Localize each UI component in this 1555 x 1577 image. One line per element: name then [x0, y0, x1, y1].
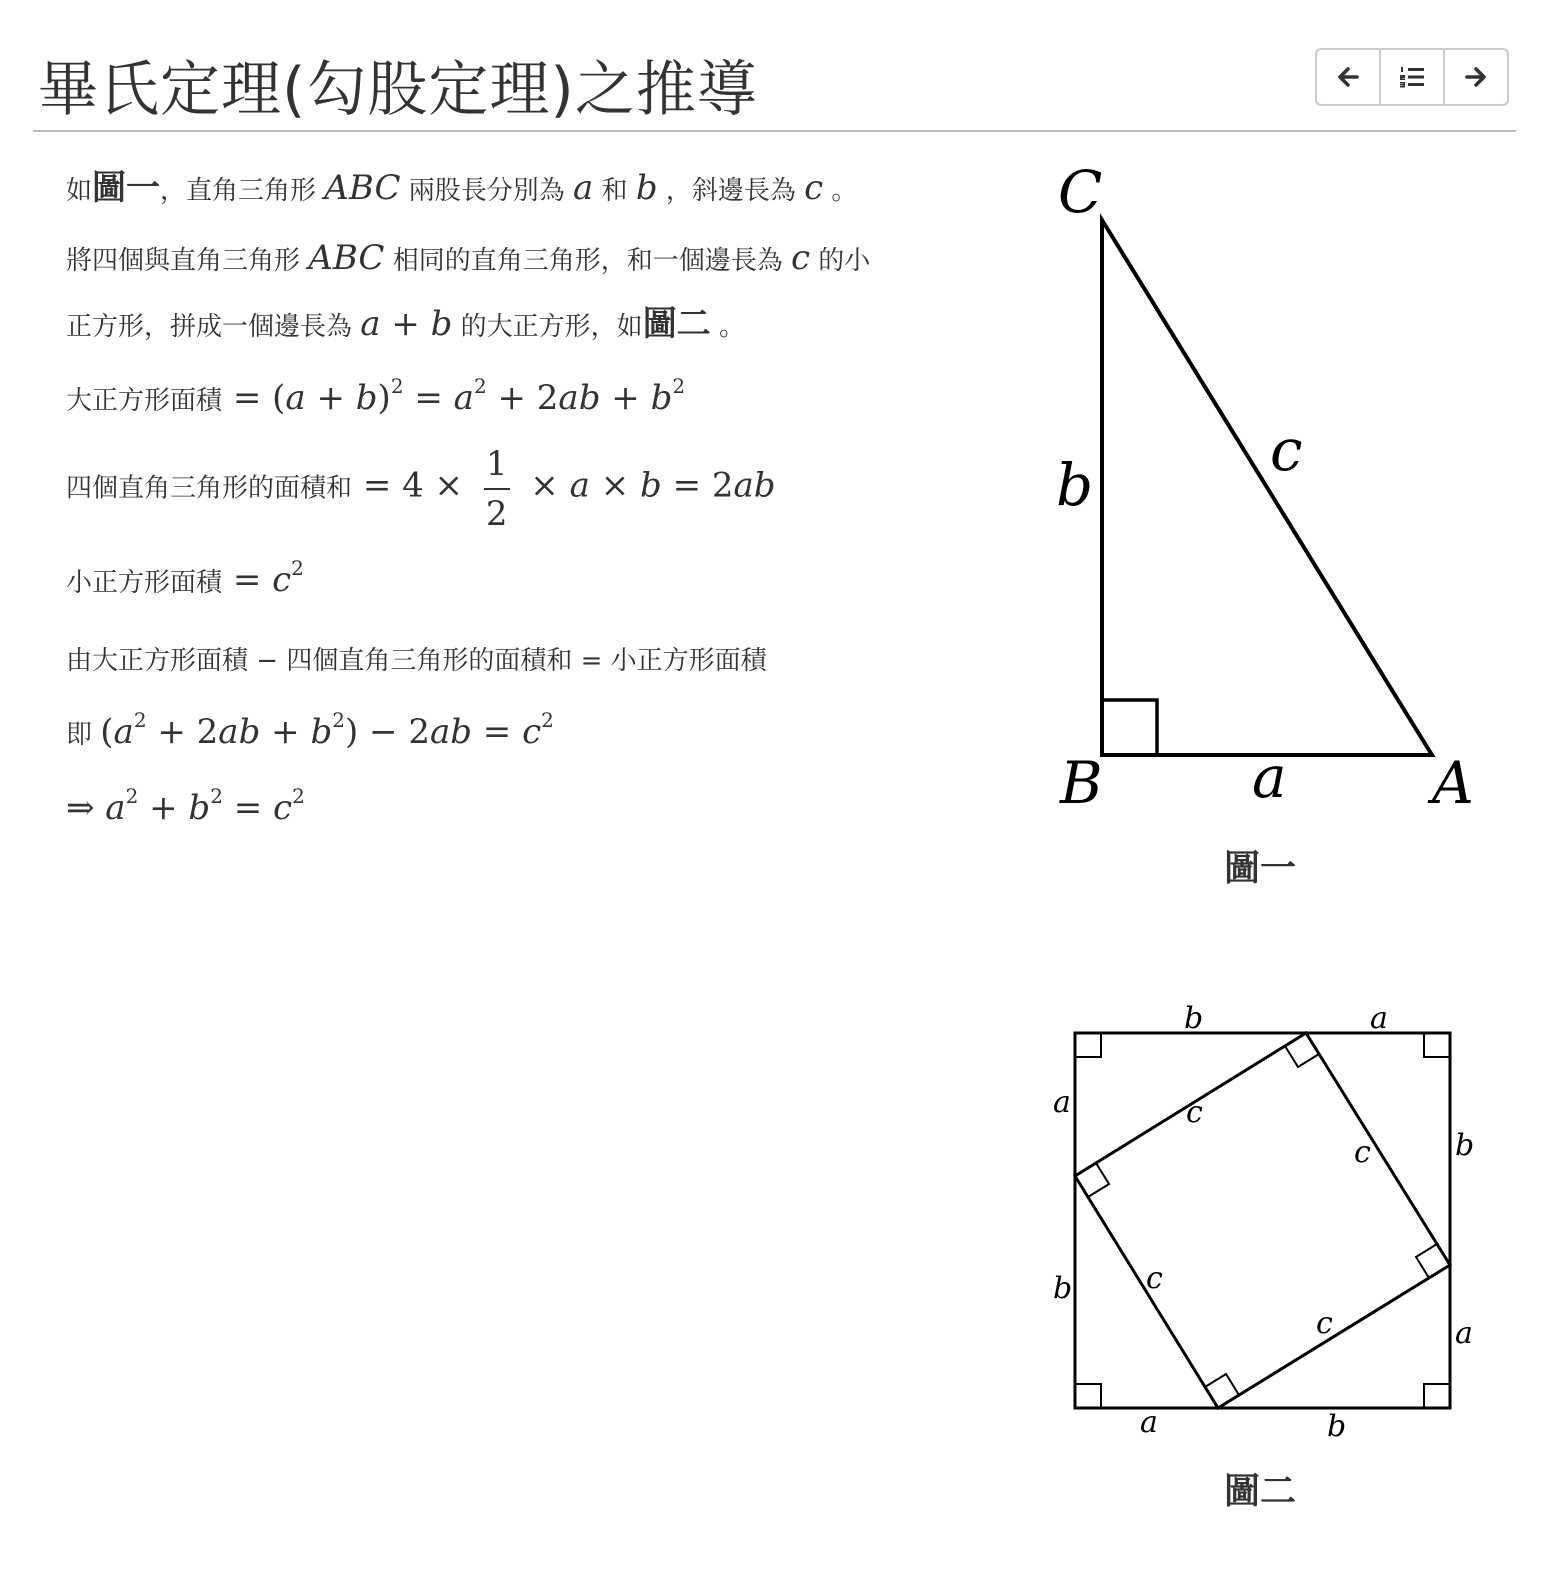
- exponent: 2: [210, 784, 223, 808]
- var-b: b: [310, 712, 333, 752]
- text: ，斜邊長為: [657, 176, 805, 206]
- var-a: a: [105, 788, 126, 828]
- derivation-result: [66, 784, 305, 828]
- large-square: [1075, 1033, 1450, 1408]
- right-angle-marker: [1102, 700, 1157, 755]
- exponent: 2: [332, 708, 345, 732]
- var-b: b: [430, 304, 453, 344]
- var-ab: ab: [558, 378, 601, 418]
- numbered-list-icon: [1399, 65, 1425, 89]
- math: +: [138, 788, 189, 828]
- edge-label: b: [1184, 1001, 1204, 1036]
- math: = 2: [661, 465, 734, 506]
- var-c: c: [273, 788, 293, 828]
- exponent: 2: [390, 374, 404, 398]
- figure-2-caption: 圖二: [1224, 1471, 1297, 1512]
- inner-edge-label: c: [1146, 1261, 1163, 1296]
- table-of-contents-button[interactable]: [1381, 50, 1445, 104]
- var-ab: ab: [429, 712, 472, 752]
- corner-marker: [1424, 1384, 1450, 1408]
- var-a: a: [285, 378, 306, 418]
- exponent: 2: [291, 556, 304, 580]
- header-divider: [33, 130, 1516, 132]
- formula-label: 小正方形面積: [66, 568, 223, 598]
- text: 兩股長分別為: [400, 176, 573, 206]
- math: =: [222, 788, 274, 828]
- var-c: c: [804, 168, 824, 208]
- formula-label: 四個直角三角形的面積和: [66, 473, 353, 504]
- intro-line-3: [66, 296, 745, 345]
- corner-marker: [1075, 1033, 1101, 1057]
- navigation-button-group: [1315, 48, 1509, 106]
- text: 相同的直角三角形，和一個邊長為: [384, 246, 791, 276]
- side-label-c: c: [1270, 416, 1303, 484]
- inner-marker: [1088, 1163, 1109, 1197]
- corner-marker: [1424, 1033, 1450, 1057]
- exponent: 2: [541, 708, 554, 732]
- math: ×: [519, 465, 570, 506]
- text: 。: [710, 312, 745, 342]
- var-a: a: [113, 712, 134, 752]
- relation-statement: 由大正方形面積 − 四個直角三角形的面積和 = 小正方形面積: [66, 646, 767, 676]
- math: +: [600, 378, 651, 418]
- edge-label: a: [1370, 1001, 1388, 1036]
- var-ab: ab: [733, 465, 776, 506]
- text: 。: [823, 176, 858, 206]
- math: = (: [222, 378, 286, 418]
- math: =: [472, 712, 523, 752]
- var-ab: ab: [218, 712, 261, 752]
- triangle-abc-var: ABC: [308, 238, 385, 278]
- derivation-step: [66, 708, 554, 752]
- exponent: 2: [672, 374, 686, 398]
- inner-edge-label: c: [1186, 1095, 1203, 1130]
- text: 和: [593, 176, 636, 206]
- corner-right-angle-markers: [1075, 1033, 1450, 1408]
- arrow-right-icon: [1464, 65, 1488, 89]
- inner-marker: [1416, 1244, 1437, 1278]
- text: 如: [66, 176, 93, 206]
- vertex-label-a: A: [1432, 749, 1474, 817]
- math: =: [403, 378, 454, 418]
- var-a: a: [569, 465, 590, 506]
- figure-2-reference: 圖二: [642, 304, 711, 344]
- math: + 2: [146, 712, 219, 752]
- edge-label: b: [1327, 1409, 1347, 1444]
- vertex-label-b: B: [1060, 749, 1103, 817]
- var-b: b: [355, 378, 378, 418]
- intro-line-2: [66, 238, 870, 278]
- exponent: 2: [473, 374, 487, 398]
- previous-page-button[interactable]: [1317, 50, 1381, 104]
- figure-1-right-triangle: [1030, 150, 1510, 910]
- edge-label: b: [1455, 1128, 1475, 1163]
- math: +: [260, 712, 311, 752]
- implies-arrow: ⇒: [66, 788, 106, 828]
- inner-edge-label: c: [1354, 1135, 1371, 1170]
- edge-label: a: [1053, 1085, 1071, 1120]
- page-title: 畢氏定理(勾股定理)之推導: [38, 55, 758, 125]
- exponent: 2: [133, 708, 147, 732]
- triangle-abc-var: ABC: [324, 168, 401, 208]
- math: ): [377, 378, 391, 418]
- edge-label: b: [1053, 1271, 1073, 1306]
- triangles-area-formula: [66, 444, 776, 534]
- var-b: b: [650, 378, 673, 418]
- var-c: c: [790, 238, 811, 278]
- inner-edge-label: c: [1316, 1306, 1333, 1341]
- var-b: b: [635, 168, 658, 208]
- plus-sign: +: [380, 304, 431, 344]
- intro-line-1: [66, 160, 857, 209]
- edge-label: a: [1455, 1316, 1473, 1351]
- small-square-area-formula: [66, 556, 304, 600]
- denominator: 2: [485, 494, 508, 534]
- formula-label: 即: [66, 720, 101, 750]
- var-b: b: [640, 465, 662, 506]
- text: 將四個與直角三角形: [66, 246, 309, 276]
- math: +: [305, 378, 356, 418]
- vertex-label-c: C: [1058, 158, 1103, 226]
- side-label-a: a: [1252, 743, 1287, 811]
- figure-1-caption: 圖一: [1224, 848, 1297, 889]
- numerator: 1: [484, 444, 510, 490]
- math: = 4 ×: [352, 465, 474, 506]
- side-label-b: b: [1056, 451, 1094, 519]
- var-c: c: [272, 560, 292, 600]
- var-a: a: [453, 378, 474, 418]
- text: 的大正方形，如: [452, 312, 643, 342]
- inner-marker: [1285, 1046, 1319, 1067]
- big-square-area-formula: [66, 374, 685, 418]
- figure-2-square-proof: [1040, 995, 1520, 1515]
- math: + 2: [486, 378, 559, 418]
- triangle-abc: [1102, 220, 1432, 755]
- formula-label: 大正方形面積: [66, 386, 223, 416]
- var-a: a: [573, 168, 594, 208]
- edge-label: a: [1140, 1405, 1158, 1440]
- arrow-left-icon: [1336, 65, 1360, 89]
- math: (: [100, 712, 114, 752]
- figure-1-reference: 圖一: [92, 168, 161, 208]
- inner-square: [1075, 1033, 1450, 1408]
- exponent: 2: [292, 784, 305, 808]
- exponent: 2: [125, 784, 139, 808]
- math: =: [222, 560, 273, 600]
- text: 的小: [810, 246, 871, 276]
- fraction-one-half: [484, 444, 510, 534]
- inner-marker: [1205, 1374, 1239, 1395]
- text: 正方形，拼成一個邊長為: [66, 312, 361, 342]
- corner-marker: [1075, 1384, 1101, 1408]
- text: ，直角三角形: [160, 176, 325, 206]
- var-b: b: [188, 788, 211, 828]
- math: ×: [589, 465, 640, 506]
- math: ) − 2: [344, 712, 430, 752]
- next-page-button[interactable]: [1445, 50, 1507, 104]
- var-a: a: [360, 304, 381, 344]
- var-c: c: [522, 712, 542, 752]
- inner-right-angle-markers: [1088, 1046, 1437, 1395]
